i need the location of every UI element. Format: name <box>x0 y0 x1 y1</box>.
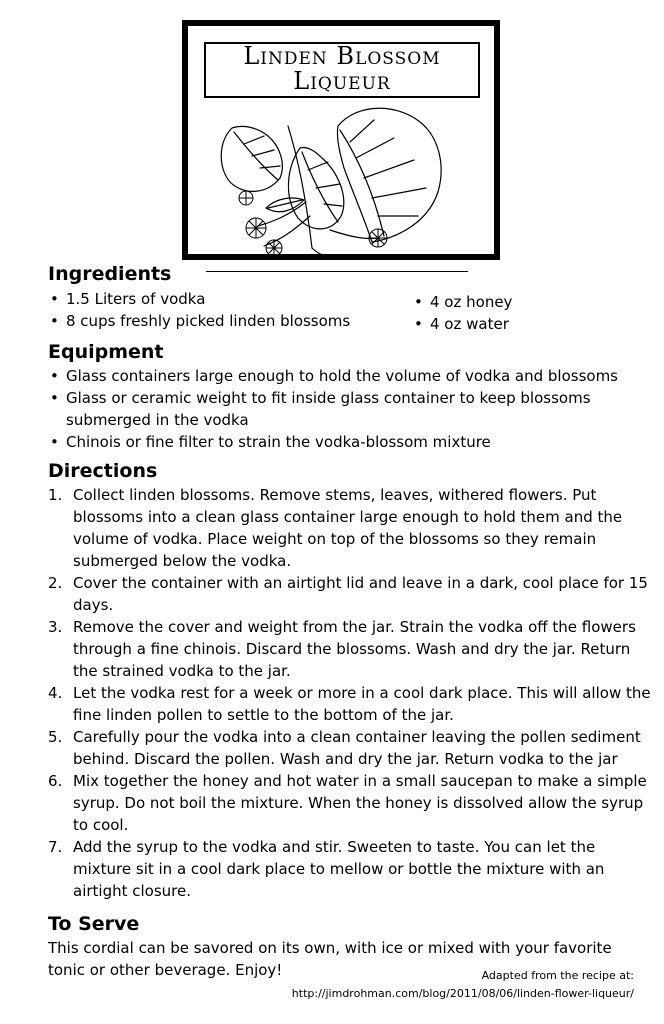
list-item: • 8 cups freshly picked linden blossoms <box>48 310 408 332</box>
list-item: • Glass or ceramic weight to fit inside glass container to keep blossoms submerged in the vodka <box>48 387 638 431</box>
ingredients-heading: Ingredients <box>48 263 172 285</box>
ingredients-list-left <box>48 288 408 332</box>
linden-blossom-illustration <box>188 98 494 254</box>
title-line-1: Linden Blossom <box>243 42 441 70</box>
credit-label: Adapted from the recipe at: <box>481 969 634 982</box>
recipe-label <box>182 20 500 260</box>
serve-text: This cordial can be savored on its own, with ice or mixed with your favorite tonic or other beverage. Enjoy! <box>48 939 612 979</box>
direction-step <box>48 726 652 770</box>
direction-step <box>48 770 652 836</box>
list-item: • 4 oz honey <box>412 291 612 313</box>
direction-step <box>48 682 652 726</box>
step-number: 7. <box>48 838 63 856</box>
list-item: • 1.5 Liters of vodka <box>48 288 408 310</box>
step-text: Add the syrup to the vodka and stir. Sweeten to taste. You can let the mixture sit in a cool dark place to mellow or bottle the mixture with an airtight closure. <box>73 838 605 900</box>
direction-step <box>48 572 652 616</box>
serve-heading: To Serve <box>48 913 140 935</box>
title-line-2: Liqueur <box>293 67 391 95</box>
leaf-left <box>221 126 282 191</box>
step-text: Mix together the honey and hot water in a small saucepan to make a simple syrup. Do not boil the mixture. When the honey is dissolved allow the syrup to cool. <box>73 772 647 834</box>
ingredients-list-right <box>412 291 612 335</box>
step-text: Let the vodka rest for a week or more in a cool dark place. This will allow the fine linden pollen to settle to the bottom of the jar. <box>73 684 651 724</box>
step-number: 4. <box>48 684 63 702</box>
step-number: 2. <box>48 574 63 592</box>
equipment-heading: Equipment <box>48 341 164 363</box>
step-text: Cover the container with an airtight lid and leave in a dark, cool place for 15 days. <box>73 574 648 614</box>
directions-list <box>48 484 652 902</box>
label-inner <box>188 26 494 254</box>
step-text: Remove the cover and weight from the jar. Strain the vodka off the flowers through a fine chinois. Discard the blossoms. Wash and dry the jar. Return the strained vodka to the jar. <box>73 618 636 680</box>
title-box <box>204 42 480 98</box>
list-item: • Chinois or fine filter to strain the vodka-blossom mixture <box>48 431 638 453</box>
leaf-right <box>337 108 441 242</box>
directions-heading: Directions <box>48 460 158 482</box>
direction-step <box>48 484 652 572</box>
step-text: Carefully pour the vodka into a clean container leaving the pollen sediment behind. Discard the pollen. Wash and dry the jar. Return vodka to the jar <box>73 728 641 768</box>
list-item: • 4 oz water <box>412 313 612 335</box>
step-number: 6. <box>48 772 63 790</box>
divider-line <box>206 271 468 272</box>
step-number: 1. <box>48 486 63 504</box>
equipment-list <box>48 365 638 453</box>
list-item: • Glass containers large enough to hold the volume of vodka and blossoms <box>48 365 638 387</box>
step-number: 5. <box>48 728 63 746</box>
step-number: 3. <box>48 618 63 636</box>
direction-step <box>48 616 652 682</box>
step-text: Collect linden blossoms. Remove stems, leaves, withered flowers. Put blossoms into a clean glass container large enough to hold them and the volume of vodka. Place weight on top of the blossoms so they remain submerged below the vodka. <box>73 486 623 570</box>
direction-step <box>48 836 652 902</box>
credit-url: http://jimdrohman.com/blog/2011/08/06/linden-flower-liqueur/ <box>291 987 634 1000</box>
